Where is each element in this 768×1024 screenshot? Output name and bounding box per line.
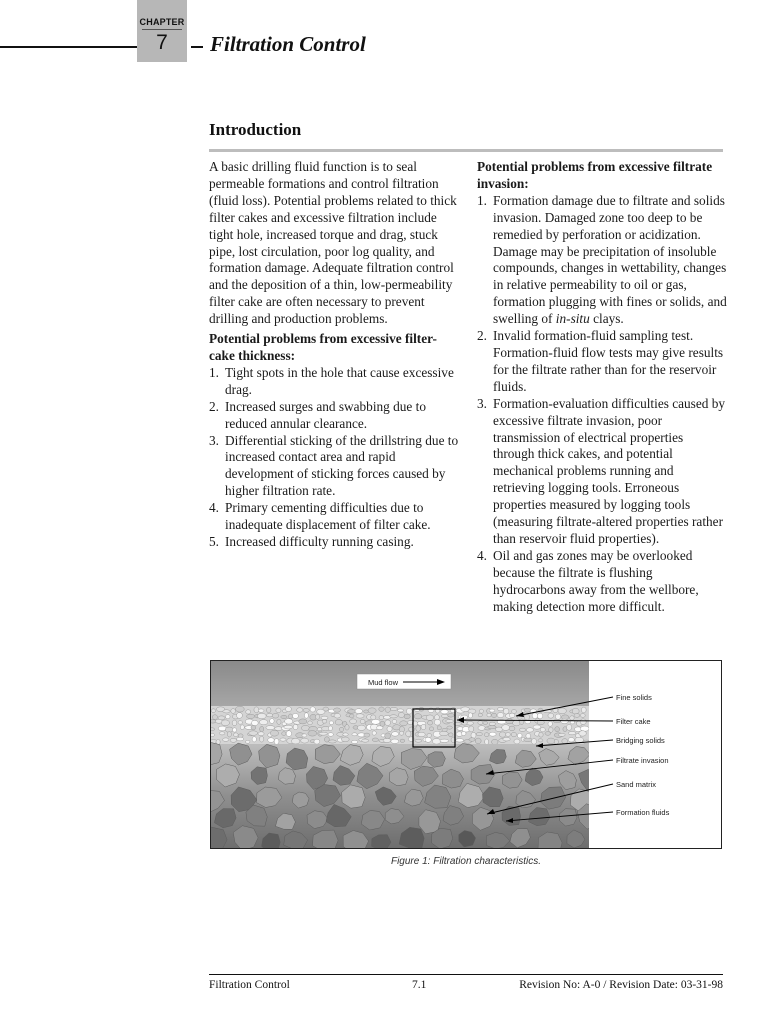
cake-particle: [240, 725, 244, 730]
cake-particle: [356, 714, 364, 718]
cake-particle: [467, 721, 473, 725]
cake-particle: [392, 720, 397, 724]
figure-caption: Figure 1: Filtration characteristics.: [390, 856, 542, 867]
cake-particle: [301, 725, 309, 730]
cake-particle: [258, 709, 264, 712]
cake-particle: [328, 726, 332, 731]
cake-particle: [526, 733, 531, 738]
cake-particle: [308, 731, 317, 737]
cake-particle: [372, 738, 378, 742]
cake-particle: [237, 737, 244, 741]
filtration-figure: [210, 660, 722, 849]
cake-particle: [266, 726, 275, 730]
cake-particle: [364, 733, 370, 737]
cake-particle: [538, 739, 543, 742]
cake-particle: [292, 713, 298, 718]
cake-particle: [212, 715, 217, 720]
title-dash: [191, 46, 203, 48]
cake-particle: [449, 733, 453, 737]
cake-particle: [221, 720, 229, 726]
cake-particle: [310, 707, 315, 712]
cake-particle: [400, 739, 404, 742]
cake-particle: [246, 740, 250, 743]
intro-paragraph: A basic drilling fluid function is to seal permeable formations and control filtration (fluid loss). Potential problems related to thick filter cakes and excessive filtration include tight hole, increased torque and drag, stuck pipe, lost circulation, poor log quality, and formation damage. Adequate filtration control and the deposition of a thin, low-permeability filter cake are often necessary to prevent drilling and production problems.: [209, 159, 457, 327]
cake-particle: [257, 713, 266, 718]
cake-particle: [233, 728, 237, 732]
cake-particle: [478, 713, 482, 717]
list-text: Formation-evaluation difficulties caused by excessive filtrate invasion, poor transmission of electrical properties through thick cakes, and potential mechanical problems running and retrieving logging tools. Erroneous properties measured by logging tools (measuring filtrate-altered properties rather than reservoir fluid properties).: [493, 395, 726, 546]
cake-particle: [491, 713, 496, 717]
cake-particle: [524, 708, 531, 712]
list-item: [477, 548, 727, 616]
cake-particle: [580, 714, 585, 718]
cake-particle: [488, 725, 496, 728]
cake-particle: [506, 719, 514, 724]
cake-particle: [285, 719, 293, 724]
cake-particle: [211, 709, 216, 713]
cake-particle: [461, 731, 466, 735]
cake-particle: [489, 722, 495, 726]
cake-particle: [519, 719, 524, 725]
cake-particle: [414, 714, 422, 719]
list-item: [477, 328, 727, 396]
cake-particle: [299, 719, 307, 724]
cake-particle: [519, 728, 525, 731]
cake-particle: [447, 726, 453, 729]
cake-particle: [281, 715, 287, 718]
cake-particle: [570, 716, 575, 720]
cake-particle: [532, 713, 538, 719]
cake-particle: [425, 737, 431, 742]
cake-particle: [561, 715, 568, 720]
cake-particle: [479, 709, 483, 713]
cake-particle: [566, 724, 571, 730]
cake-particle: [274, 739, 279, 745]
cake-particle: [351, 740, 357, 743]
cake-particle: [478, 726, 486, 731]
list-emphasis: in-situ: [555, 311, 590, 327]
cake-particle: [469, 738, 475, 742]
cake-particle: [391, 739, 399, 743]
cake-particle: [282, 732, 286, 736]
footer-page-number: 7.1: [412, 979, 427, 991]
cake-particle: [293, 724, 298, 729]
list-number: 3.: [209, 432, 219, 448]
list-item: [209, 433, 459, 501]
cake-particle: [475, 738, 481, 744]
cake-particle: [272, 713, 279, 718]
cake-particle: [476, 732, 482, 735]
cake-particle: [416, 726, 421, 732]
cake-particle: [328, 740, 336, 743]
cake-particle: [268, 738, 274, 743]
cake-particle: [512, 709, 517, 713]
cake-particle: [456, 739, 464, 742]
chapter-badge: [137, 0, 187, 62]
footer-rule: [209, 974, 723, 975]
chapter-word: CHAPTER: [139, 17, 185, 27]
cake-particle: [246, 710, 251, 714]
cake-particle: [383, 738, 391, 742]
cake-particle: [223, 710, 230, 713]
cake-particle: [503, 708, 509, 714]
cake-particle: [379, 715, 384, 719]
list-number: 4.: [477, 547, 487, 563]
cake-particle: [579, 731, 586, 737]
cake-particle: [429, 727, 433, 731]
label-formation-fluids: Formation fluids: [616, 808, 670, 817]
cake-particle: [540, 727, 545, 731]
filter-cake-list-heading: Potential problems from excessive filter-cake thickness:: [209, 331, 437, 363]
list-text: Invalid formation-fluid sampling test. Formation-fluid flow tests may give results for the filtrate rather than for the reservoir fluids.: [493, 328, 724, 394]
cake-particle: [568, 731, 576, 734]
cake-particle: [246, 714, 254, 718]
mud-flow-label: Mud flow: [368, 678, 399, 687]
cake-particle: [301, 738, 309, 743]
cake-particle: [219, 732, 225, 735]
cake-particle: [270, 730, 278, 736]
cake-particle: [435, 707, 440, 713]
cake-particle: [285, 707, 291, 712]
cake-particle: [561, 719, 569, 723]
right-column: [477, 159, 727, 615]
cake-particle: [249, 731, 258, 736]
section-rule: [209, 149, 723, 152]
list-number: 5.: [209, 533, 219, 549]
cake-particle: [421, 724, 426, 729]
cake-particle: [251, 725, 256, 730]
cake-particle: [415, 739, 422, 742]
cake-particle: [267, 707, 271, 713]
header-rule: [0, 46, 137, 48]
cake-particle: [439, 731, 448, 735]
cake-particle: [334, 713, 340, 718]
filtrate-invasion-problem-list: [477, 193, 727, 616]
cake-particle: [499, 732, 506, 737]
list-number: 1.: [477, 192, 487, 208]
chapter-title: Filtration Control: [210, 32, 366, 56]
cake-particle: [487, 713, 491, 717]
cake-particle: [379, 707, 384, 711]
chapter-number: 7: [156, 31, 168, 54]
cake-particle: [568, 737, 574, 742]
cake-particle: [211, 733, 215, 736]
cake-particle: [314, 739, 320, 744]
cake-particle: [308, 721, 313, 725]
cake-particle: [387, 726, 392, 731]
cake-particle: [341, 737, 349, 742]
cake-particle: [484, 733, 489, 737]
cake-particle: [259, 720, 267, 725]
cake-particle: [259, 736, 263, 742]
cake-particle: [251, 720, 258, 725]
cake-particle: [385, 720, 391, 726]
list-number: 4.: [209, 500, 219, 516]
filtration-illustration: [211, 661, 721, 848]
cake-particle: [498, 707, 504, 711]
cake-particle: [335, 719, 342, 725]
cake-particle: [497, 713, 504, 718]
cake-particle: [238, 721, 242, 724]
cake-particle: [329, 721, 333, 725]
cake-particle: [432, 738, 440, 744]
cake-particle: [345, 725, 349, 730]
list-text: Primary cementing difficulties due to inadequate displacement of filter cake.: [225, 500, 431, 533]
cake-particle: [390, 715, 398, 718]
cake-particle: [548, 713, 554, 718]
list-number: 2.: [209, 398, 219, 414]
cake-particle: [468, 713, 472, 718]
cake-particle: [284, 725, 293, 729]
list-text: Differential sticking of the drillstring due to increased contact area and rapid development of sticking forces caused by higher filtration rate.: [225, 432, 459, 499]
cake-particle: [547, 738, 555, 744]
label-filter-cake: Filter cake: [616, 717, 651, 726]
cake-particle: [230, 738, 237, 742]
cake-particle: [404, 714, 410, 719]
cake-particle: [371, 719, 380, 724]
cake-particle: [437, 726, 441, 730]
label-sand-matrix: Sand matrix: [616, 780, 657, 789]
label-fine-solids: Fine solids: [616, 693, 652, 702]
cake-particle: [267, 713, 273, 716]
cake-particle: [526, 728, 533, 732]
cake-particle: [352, 733, 357, 736]
cake-particle: [448, 713, 455, 717]
cake-particle: [483, 721, 488, 724]
cake-particle: [514, 739, 520, 744]
cake-particle: [427, 721, 432, 725]
cake-particle: [539, 732, 543, 737]
cake-particle: [376, 726, 383, 730]
cake-particle: [360, 719, 365, 724]
cake-particle: [400, 721, 408, 726]
cake-particle: [227, 732, 231, 737]
cake-particle: [440, 739, 449, 742]
cake-particle: [368, 708, 376, 714]
cake-particle: [231, 709, 236, 714]
cake-particle: [339, 727, 343, 731]
cake-particle: [441, 710, 448, 714]
cake-particle: [390, 707, 397, 710]
cake-particle: [328, 733, 333, 737]
cake-particle: [513, 720, 521, 726]
cake-particle: [398, 712, 404, 717]
cake-particle: [545, 732, 551, 736]
cake-particle: [252, 737, 256, 742]
footer-revision: Revision No: A-0 / Revision Date: 03-31-98: [519, 979, 723, 991]
label-bridging-solids: Bridging solids: [616, 736, 665, 745]
cake-particle: [362, 739, 369, 742]
cake-particle: [531, 738, 536, 744]
cake-particle: [391, 732, 398, 737]
list-number: 3.: [477, 395, 487, 411]
cake-particle: [222, 738, 228, 741]
cake-particle: [533, 725, 541, 729]
cake-particle: [286, 731, 291, 737]
cake-particle: [225, 715, 230, 719]
cake-particle: [555, 727, 560, 732]
cake-particle: [489, 732, 496, 736]
cake-particle: [558, 708, 566, 714]
list-text: Formation damage due to filtrate and solids invasion. Damaged zone too deep to be remedied by perforation or acidization. Damage may be precipitation of insoluble compounds, changes in wettability, changes in relative permeability to oil or gas, formation plugging with fines or solids, and swelling of: [493, 192, 727, 327]
cake-particle: [468, 709, 476, 714]
section-title: Introduction: [209, 120, 302, 139]
cake-particle: [372, 731, 376, 735]
cake-particle: [418, 732, 425, 737]
cake-particle: [315, 714, 319, 719]
cake-particle: [236, 713, 242, 719]
list-item: [477, 193, 727, 328]
list-item: [477, 396, 727, 548]
cake-particle: [524, 714, 529, 719]
cake-particle: [297, 708, 303, 712]
cake-particle: [562, 739, 568, 744]
cake-particle: [503, 737, 510, 741]
list-item: [209, 534, 459, 551]
label-filtrate-invasion: Filtrate invasion: [616, 756, 669, 765]
cake-particle: [343, 733, 348, 736]
cake-particle: [385, 707, 390, 712]
cake-particle: [291, 738, 300, 744]
cake-particle: [509, 713, 515, 718]
list-text-end: clays.: [589, 311, 624, 327]
list-text: Oil and gas zones may be overlooked because the filtrate is flushing hydrocarbons away from the wellbore, making detection more difficult.: [493, 547, 699, 614]
cake-particle: [254, 707, 259, 713]
cake-particle: [347, 709, 355, 713]
cake-particle: [511, 732, 516, 736]
cake-particle: [385, 733, 391, 739]
cake-particle: [554, 739, 558, 744]
cake-particle: [558, 733, 565, 736]
cake-particle: [302, 734, 307, 737]
cake-particle: [434, 719, 440, 725]
cake-particle: [322, 720, 327, 724]
cake-particle: [303, 708, 309, 712]
cake-particle: [580, 719, 586, 725]
cake-particle: [478, 721, 483, 725]
cake-particle: [574, 714, 580, 718]
cake-particle: [232, 720, 237, 726]
cake-particle: [234, 733, 239, 737]
cake-particle: [236, 706, 245, 712]
cake-particle: [471, 732, 476, 738]
footer-chapter-name: Filtration Control: [209, 979, 290, 991]
cake-particle: [371, 715, 376, 720]
cake-particle: [489, 709, 495, 712]
cake-particle: [517, 733, 522, 738]
list-item: [209, 365, 459, 399]
cake-particle: [524, 738, 533, 741]
cake-particle: [380, 721, 385, 726]
cake-particle: [427, 733, 432, 737]
cake-particle: [349, 714, 354, 718]
cake-particle: [304, 713, 308, 719]
cake-particle: [277, 719, 281, 724]
cake-particle: [270, 719, 274, 724]
label-panel: [589, 661, 721, 848]
cake-particle: [426, 715, 433, 721]
cake-particle: [492, 739, 499, 744]
cake-particle: [357, 725, 365, 730]
cake-particle: [406, 731, 411, 737]
cake-particle: [319, 732, 328, 735]
cake-particle: [502, 725, 510, 731]
cake-particle: [334, 708, 341, 712]
filter-cake-problem-list: [209, 365, 459, 551]
cake-particle: [280, 738, 286, 741]
cake-particle: [399, 731, 403, 735]
cake-particle: [276, 708, 281, 713]
list-item: [209, 399, 459, 433]
cake-particle: [288, 714, 292, 719]
cake-particle: [509, 726, 515, 731]
cake-particle: [555, 714, 560, 719]
cake-particle: [548, 721, 552, 726]
cake-particle: [469, 726, 474, 732]
cake-particle: [409, 727, 415, 732]
cake-particle: [406, 708, 412, 714]
filtrate-invasion-list-heading: Potential problems from excessive filtrate invasion:: [477, 159, 713, 191]
cake-particle: [211, 728, 215, 731]
cake-particle: [350, 719, 357, 724]
cake-particle: [398, 709, 404, 712]
list-item: [209, 500, 459, 534]
cake-particle: [260, 726, 264, 732]
cake-particle: [485, 739, 489, 745]
list-text: Increased difficulty running casing.: [225, 533, 414, 549]
list-number: 1.: [209, 364, 219, 380]
cake-particle: [537, 713, 543, 718]
cake-particle: [581, 707, 586, 713]
chapter-separator: [142, 29, 182, 30]
list-number: 2.: [477, 328, 487, 344]
list-text: Increased surges and swabbing due to reduced annular clearance.: [225, 398, 426, 431]
cake-particle: [321, 716, 328, 719]
cake-particle: [258, 732, 264, 736]
cake-particle: [572, 708, 579, 714]
cake-particle: [355, 709, 362, 714]
cake-particle: [323, 707, 329, 711]
cake-particle: [446, 720, 454, 723]
left-column: [209, 159, 459, 551]
cake-particle: [506, 732, 511, 736]
list-text: Tight spots in the hole that cause excessive drag.: [225, 364, 454, 397]
